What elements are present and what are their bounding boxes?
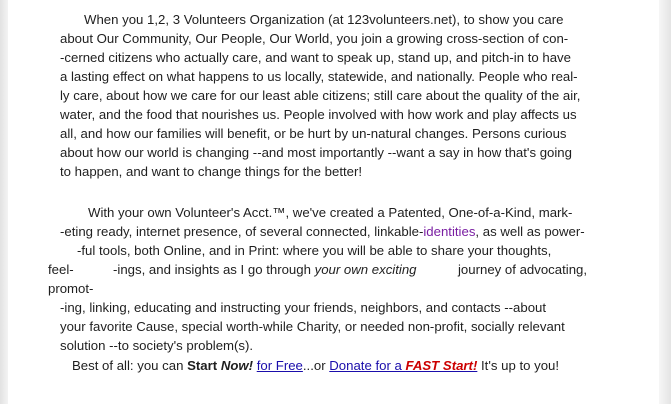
call-to-action-line <box>72 358 559 374</box>
for-free-link[interactable]: for Free <box>256 358 303 373</box>
donate-fast-start-link[interactable] <box>329 358 477 373</box>
cta-intro: Best of all: you can <box>72 358 188 373</box>
fast-start-text: FAST Start! <box>405 358 478 373</box>
paragraph-1-line: a lasting effect on what happens to us locally, statewide, and nationally. People who real- <box>60 69 578 84</box>
paragraph-1-line: -cerned citizens who actually care, and want to speak up, stand up, and pitch-in to have <box>60 50 571 65</box>
paragraph-2-line <box>113 262 417 278</box>
paragraph-1-line: about how our world is changing --and most importantly --want a say in how that's going <box>60 145 572 160</box>
paragraph-2-line: -ing, linking, educating and instructing your friends, neighbors, and contacts --about <box>60 300 547 315</box>
paragraph-1-line: ly care, about how we care for our least able citizens; still care about the quality of the air, <box>60 88 581 103</box>
cta-start: Start <box>187 358 218 373</box>
paragraph-2-line-fragment: feel- <box>48 262 74 277</box>
paragraph-2-line: your favorite Cause, special worth-while Charity, or needed non-profit, socially relevant <box>60 319 565 334</box>
paragraph-2-line-fragment: journey of advocating, <box>458 262 588 277</box>
donate-link-text: Donate for a <box>329 358 406 373</box>
left-page-shadow <box>0 0 8 404</box>
paragraph-2-line: With your own Volunteer's Acct.™, we've created a Patented, One-of-a-Kind, mark- <box>88 205 573 220</box>
identities-highlight: identities <box>423 224 476 239</box>
italic-phrase: your own exciting <box>314 262 417 277</box>
paragraph-1-line: water, and the food that nourishes us. People involved with how work and play affects us <box>60 107 577 122</box>
paragraph-1-line: When you 1,2, 3 Volunteers Organization (at 123volunteers.net), to show you care <box>84 12 564 27</box>
right-scroll-edge <box>659 0 671 404</box>
paragraph-1-line: about Our Community, Our People, Our World, you join a growing cross-section of con- <box>60 31 569 46</box>
paragraph-1-line: all, and how our families will benefit, or be hurt by un-natural changes. Persons curious <box>60 126 567 141</box>
paragraph-2-line: promot- <box>48 281 94 296</box>
line-text: -ings, and insights as I go through <box>113 262 315 277</box>
paragraph-1-line: to happen, and want to change things for the better! <box>60 164 363 179</box>
cta-outro: It's up to you! <box>477 358 560 373</box>
line-text: , as well as power- <box>475 224 585 239</box>
line-text: -eting ready, internet presence, of several connected, linkable- <box>60 224 424 239</box>
paragraph-2-line: -ful tools, both Online, and in Print: where you will be able to share your thoughts, <box>77 243 552 258</box>
cta-now: Now! <box>220 358 254 373</box>
paragraph-2-line <box>60 224 585 240</box>
paragraph-2-line: solution --to society's problem(s). <box>60 338 254 353</box>
cta-or: ...or <box>302 358 330 373</box>
